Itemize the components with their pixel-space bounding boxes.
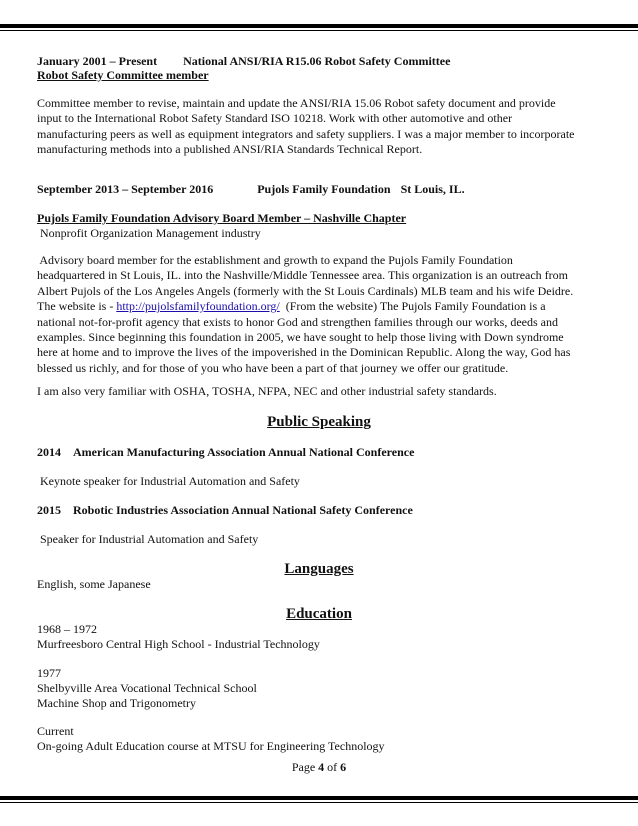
foundation-dates: September 2013 – September 2016 [37, 182, 214, 196]
committee-header [37, 54, 450, 69]
foundation-role: Pujols Family Foundation Advisory Board Member – Nashville Chapter [37, 211, 407, 225]
committee-desc-line: manufacturing methods into a published ANSI/RIA Standards Technical Report. [37, 142, 423, 157]
bottom-rule-thin [0, 802, 638, 803]
top-rule-thin [0, 30, 638, 31]
languages-text: English, some Japanese [37, 577, 151, 591]
footer-total-pages: 6 [340, 760, 347, 774]
standards-note: I am also very familiar with OSHA, TOSHA, NFPA, NEC and other industrial safety standards. [37, 384, 497, 398]
foundation-desc-line: Advisory board member for the establishment and growth to expand the Pujols Family Foundation [37, 253, 513, 267]
education-heading: Education [286, 606, 352, 622]
education-dates: 1977 [37, 666, 61, 680]
education-detail: Machine Shop and Trigonometry [37, 696, 196, 710]
bottom-rule-thick [0, 796, 638, 800]
footer-page-number: 4 [318, 760, 325, 774]
education-detail: Murfreesboro Central High School - Industrial Technology [37, 637, 320, 651]
website-prefix: The website is - [37, 299, 117, 314]
foundation-org: Pujols Family Foundation [257, 182, 391, 196]
foundation-industry: Nonprofit Organization Management industry [37, 226, 261, 240]
foundation-desc-line-website [37, 299, 603, 314]
foundation-desc-line: examples. Since beginning this foundation in 2005, we have sought to help those living with Down syndrome [37, 330, 564, 345]
speaking-year: 2015 [37, 503, 61, 517]
foundation-desc-line: headquartered in St Louis, IL. into the Nashville/Middle Tennessee area. This organization is an outreach from [37, 268, 569, 283]
foundation-desc-line: blessed us richly, and for those of you who have been a part of that journey we offer our gratitude. [37, 360, 509, 375]
education-detail: Shelbyville Area Vocational Technical School [37, 681, 257, 695]
foundation-desc-line: Albert Pujols of the Los Angeles Angels (formerly with the St Louis Cardinals) MLB team and his wife Deidre. [37, 283, 574, 298]
top-rule-thick [0, 24, 638, 28]
speaking-role: Keynote speaker for Industrial Automation and Safety [37, 474, 300, 488]
committee-desc-line: input to the International Robot Safety Standard ISO 10218. Work with other automotive and other [37, 111, 513, 126]
footer-of-word: of [327, 760, 338, 774]
public-speaking-heading: Public Speaking [267, 414, 371, 430]
education-detail: On-going Adult Education course at MTSU for Engineering Technology [37, 739, 385, 753]
committee-role: Robot Safety Committee member [37, 68, 209, 82]
foundation-location: St Louis, IL. [400, 182, 465, 196]
footer-page-word: Page [291, 760, 316, 774]
speaking-item-header [37, 445, 414, 460]
committee-desc-line: manufacturing peers as well as equipment integrators and safety suppliers. I was a major member to incorporate [37, 126, 575, 141]
foundation-desc-line: national not-for-profit agency that exists to honor God and strengthen families through our works, deeds and [37, 314, 558, 329]
foundation-website-link[interactable]: http://pujolsfamilyfoundation.org/ [116, 299, 280, 314]
education-dates: Current [37, 724, 74, 738]
committee-dates: January 2001 – Present [37, 54, 158, 68]
speaking-item-header [37, 503, 413, 518]
website-suffix: (From the website) The Pujols Family Foundation is a [279, 299, 546, 314]
committee-org: National ANSI/RIA R15.06 Robot Safety Committee [183, 54, 451, 68]
speaking-event: Robotic Industries Association Annual National Safety Conference [73, 503, 413, 517]
speaking-year: 2014 [37, 445, 61, 459]
committee-description [37, 96, 603, 158]
page-footer [0, 760, 638, 775]
committee-desc-line: Committee member to revise, maintain and update the ANSI/RIA 15.06 Robot safety document and provide [37, 96, 556, 110]
speaking-event: American Manufacturing Association Annual National Conference [73, 445, 415, 459]
foundation-description [37, 253, 603, 376]
languages-heading: Languages [284, 561, 354, 577]
foundation-header [37, 182, 465, 197]
education-dates: 1968 – 1972 [37, 622, 97, 636]
foundation-desc-line: here at home and to improve the lives of the impoverished in the Dominican Republic. Along the way, God has [37, 345, 571, 360]
speaking-role: Speaker for Industrial Automation and Safety [37, 532, 259, 546]
